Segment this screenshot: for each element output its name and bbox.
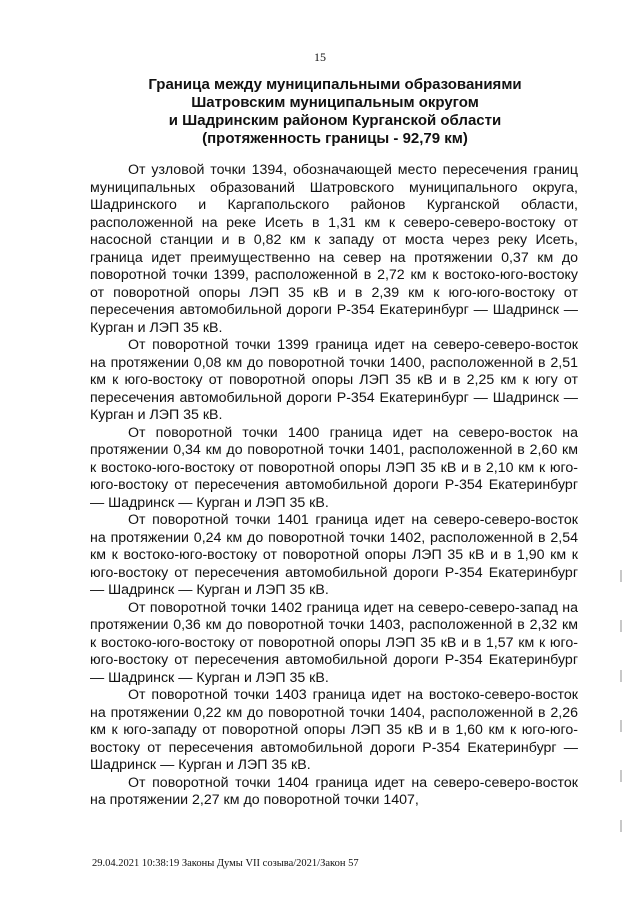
- paragraph: От поворотной точки 1401 граница идет на северо-северо-восток на протяжении 0,24 км до поворотной точки 1402, расположенной в 2,54 км к востоко-юго-востоку от поворотной опоры ЛЭП 35 кВ и в 1,90 км к юго-востоку от пересечения автомобильной дороги Р-354 Екатеринбург — Шадринск — Курган и ЛЭП 35 кВ.: [90, 512, 578, 598]
- paragraph: От поворотной точки 1403 граница идет на востоко-северо-восток на протяжении 0,22 км до поворотной точки 1404, расположенной в 2,26 км к юго-западу от поворотной опоры ЛЭП 35 кВ и в 1,60 км к юго-юго-востоку от пересечения автомобильной дороги Р-354 Екатеринбург — Шадринск — Курган и ЛЭП 35 кВ.: [90, 687, 578, 773]
- document-footer: 29.04.2021 10:38:19 Законы Думы VII созыва/2021/Закон 57: [92, 858, 359, 869]
- paragraph: От поворотной точки 1402 граница идет на северо-северо-запад на протяжении 0,36 км до поворотной точки 1403, расположенной в 2,32 км к востоко-юго-востоку от поворотной опоры ЛЭП 35 кВ и в 1,57 км к юго-юго-востоку от пересечения автомобильной дороги Р-354 Екатеринбург — Шадринск — Курган и ЛЭП 35 кВ.: [90, 599, 578, 686]
- title-line: Граница между муниципальными образованиями: [148, 76, 522, 93]
- paragraph: От поворотной точки 1404 граница идет на северо-северо-восток на протяжении 2,27 км до поворотной точки 1407,: [90, 774, 578, 808]
- paragraph: От поворотной точки 1400 граница идет на северо-восток на протяжении 0,34 км до поворотной точки 1401, расположенной в 2,60 км к востоко-юго-востоку от поворотной опоры ЛЭП 35 кВ и в 2,10 км к юго-юго-востоку от пересечения автомобильной дороги Р-354 Екатеринбург — Шадринск — Курган и ЛЭП 35 кВ.: [90, 424, 578, 511]
- margin-registration-stamp: [620, 560, 632, 860]
- title-line-length: (протяженность границы - 92,79 км): [202, 130, 468, 147]
- page-number: 15: [314, 50, 326, 64]
- title-line: и Шадринским районом Курганской области: [168, 112, 502, 129]
- title-line: Шатровским муниципальным округом: [191, 94, 479, 111]
- document-body: [90, 162, 578, 810]
- paragraph: От узловой точки 1394, обозначающей место пересечения границ муниципальных образований Шатровского муниципального округа, Шадринского и Каргапольского районов Курганской области, расположенной на реке Исеть в 1,31 км к северо-северо-востоку от насосной станции и в 0,82 км к западу от моста через реку Исеть, граница идет преимущественно на север на протяжении 0,37 км до поворотной точки 1399, расположенной в 2,72 км к востоко-юго-востоку от поворотной опоры ЛЭП 35 кВ и в 2,39 км к юго-юго-востоку от пересечения автомобильной дороги Р-354 Екатеринбург — Шадринск — Курган и ЛЭП 35 кВ.: [90, 162, 578, 336]
- document-title: [100, 76, 570, 148]
- paragraph: От поворотной точки 1399 граница идет на северо-северо-восток на протяжении 0,08 км до поворотной точки 1400, расположенной в 2,51 км к юго-востоку от поворотной опоры ЛЭП 35 кВ и в 2,25 км к югу от пересечения автомобильной дороги Р-354 Екатеринбург — Шадринск — Курган и ЛЭП 35 кВ.: [90, 337, 578, 423]
